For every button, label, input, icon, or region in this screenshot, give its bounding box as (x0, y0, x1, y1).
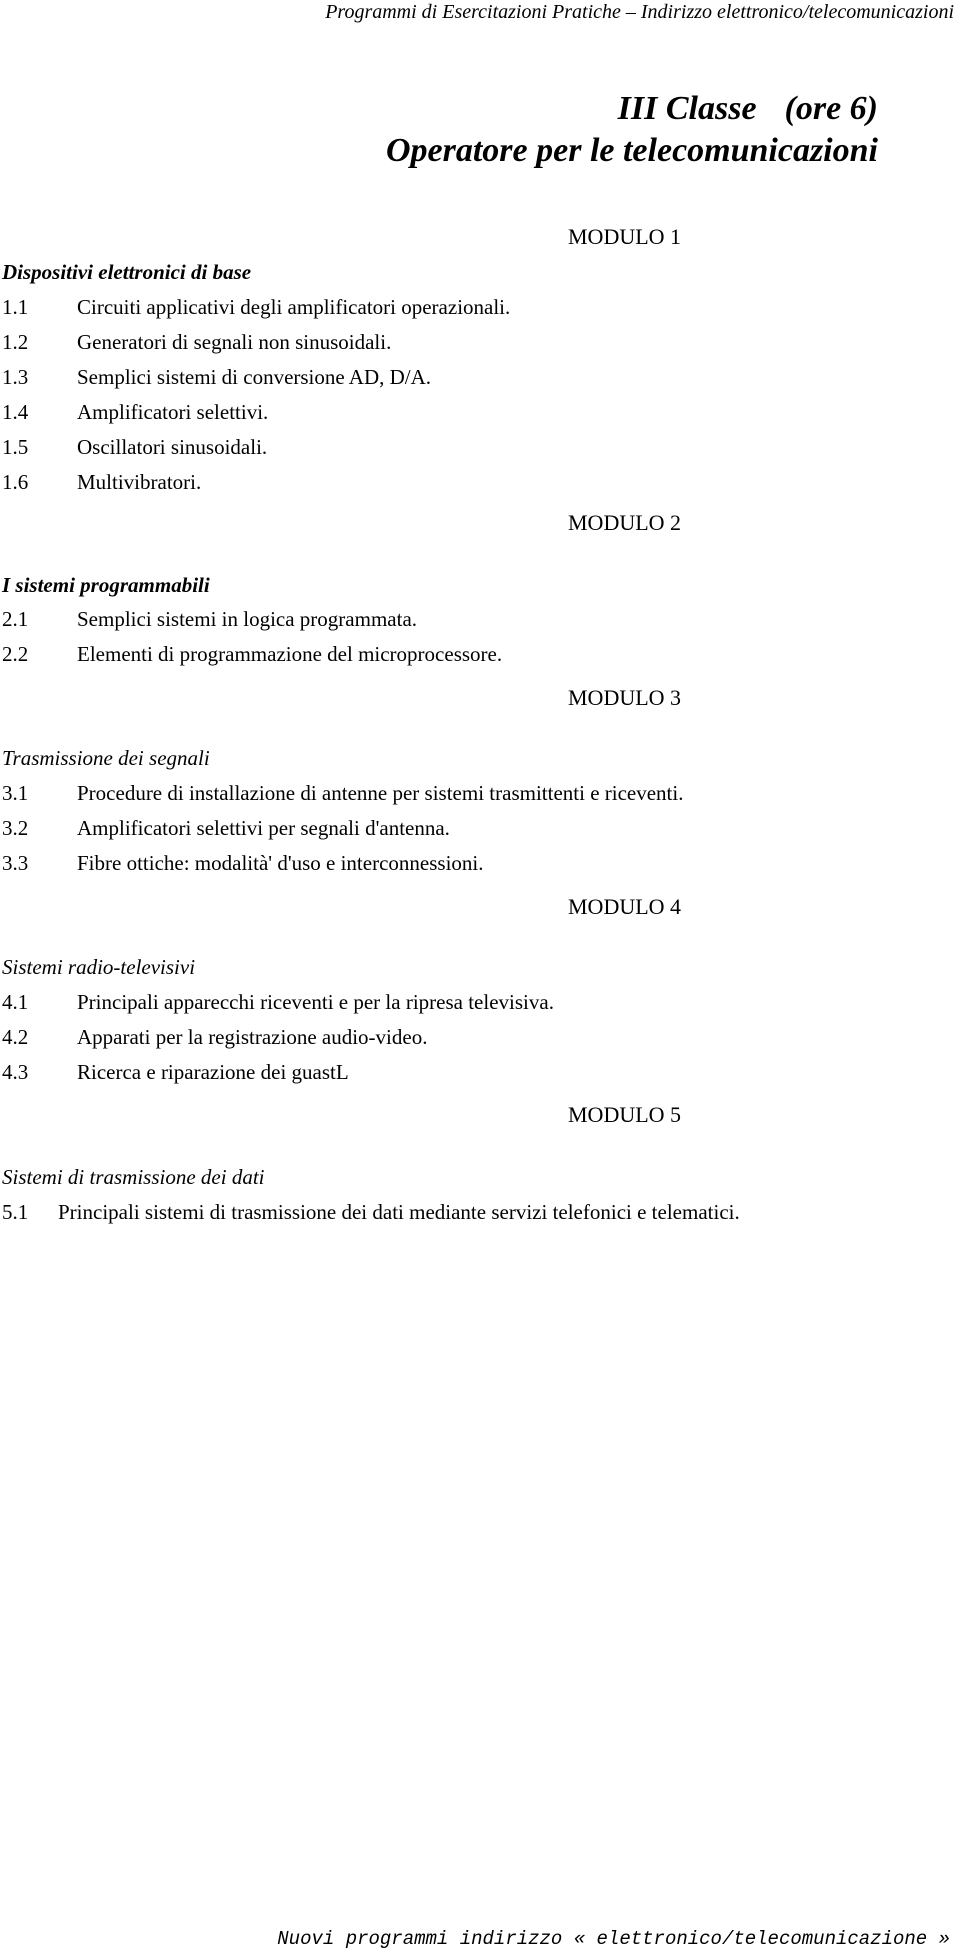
module-label: MODULO 4 (568, 894, 682, 919)
item-number: 2.2 (2, 642, 29, 666)
item-text: Procedure di installazione di antenne per sistemi trasmittenti e riceventi. (77, 781, 684, 805)
item-text: Fibre ottiche: modalità' d'uso e interconnessioni. (77, 851, 484, 875)
page-subtitle: Operatore per le telecomunicazioni (385, 132, 878, 169)
list-item (2, 469, 201, 495)
item-number: 1.4 (2, 400, 29, 424)
list-item (2, 329, 391, 355)
item-number: 3.1 (2, 781, 29, 805)
list-item (2, 1059, 349, 1085)
module-label: MODULO 5 (568, 1102, 682, 1127)
item-number: 1.3 (2, 365, 29, 389)
item-text: Principali sistemi di trasmissione dei dati mediante servizi telefonici e telematici. (58, 1200, 740, 1224)
list-item (2, 815, 450, 841)
item-number: 1.6 (2, 470, 29, 494)
list-item (2, 780, 683, 806)
item-number: 4.2 (2, 1025, 29, 1049)
page-header: Programmi di Esercitazioni Pratiche – Indirizzo elettronico/telecomunicazioni (325, 1, 954, 23)
item-number: 2.1 (2, 607, 29, 631)
item-number: 5.1 (2, 1200, 29, 1224)
item-text: Amplificatori selettivi per segnali d'antenna. (77, 816, 450, 840)
page-footer: Nuovi programmi indirizzo « elettronico/telecomunicazione » (277, 1928, 950, 1950)
item-text: Semplici sistemi di conversione AD, D/A. (77, 365, 432, 389)
list-item (2, 1024, 427, 1050)
module-heading: Sistemi di trasmissione dei dati (2, 1165, 265, 1189)
item-number: 3.3 (2, 851, 29, 875)
list-item (2, 641, 502, 667)
item-number: 4.3 (2, 1060, 29, 1084)
item-text: Elementi di programmazione del microprocessore. (77, 642, 503, 666)
title-block (386, 88, 878, 172)
module-heading: Sistemi radio-televisivi (2, 955, 196, 979)
item-text: Apparati per la registrazione audio-video. (77, 1025, 428, 1049)
hours-label: (ore 6) (784, 90, 878, 127)
item-text: Circuiti applicativi degli amplificatori operazionali. (77, 295, 511, 319)
list-item (2, 989, 554, 1015)
item-number: 3.2 (2, 816, 29, 840)
item-text: Semplici sistemi in logica programmata. (77, 607, 418, 631)
module-heading: I sistemi programmabili (2, 573, 210, 597)
item-text: Amplificatori selettivi. (77, 400, 269, 424)
list-item (2, 434, 267, 460)
list-item (2, 399, 268, 425)
module-label: MODULO 3 (568, 685, 682, 710)
item-number: 1.2 (2, 330, 29, 354)
item-number: 1.1 (2, 295, 29, 319)
item-number: 1.5 (2, 435, 29, 459)
item-text: Ricerca e riparazione dei guastL (77, 1060, 349, 1084)
module-heading: Trasmissione dei segnali (2, 746, 210, 770)
item-text: Multivibratori. (77, 470, 202, 494)
item-text: Generatori di segnali non sinusoidali. (77, 330, 392, 354)
class-label: III Classe (617, 90, 757, 127)
list-item (2, 294, 510, 320)
list-item (2, 606, 417, 632)
list-item (2, 1199, 740, 1225)
item-text: Oscillatori sinusoidali. (77, 435, 268, 459)
page-title (386, 88, 878, 130)
module-label: MODULO 1 (568, 224, 682, 249)
list-item (2, 364, 431, 390)
list-item (2, 850, 484, 876)
module-heading: Dispositivi elettronici di base (2, 260, 252, 284)
module-label: MODULO 2 (568, 510, 682, 535)
item-number: 4.1 (2, 990, 29, 1014)
item-text: Principali apparecchi riceventi e per la ripresa televisiva. (77, 990, 554, 1014)
